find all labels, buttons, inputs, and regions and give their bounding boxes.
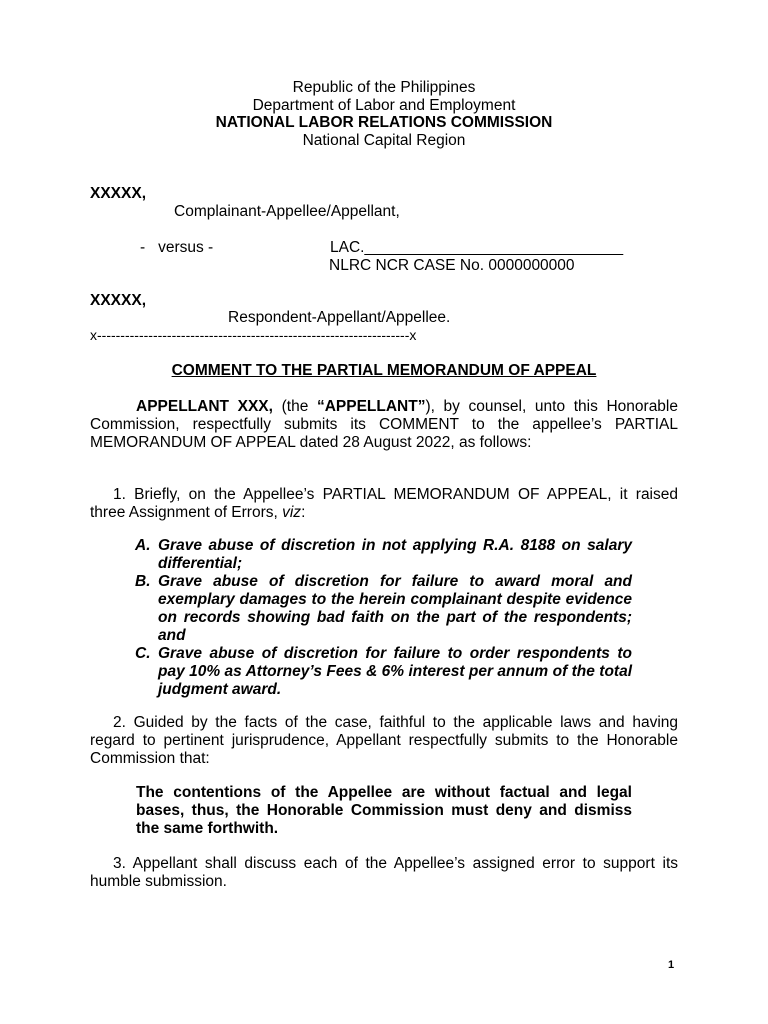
appellant-quote: “APPELLANT”: [316, 398, 426, 415]
paragraph-2: 2. Guided by the facts of the case, faithful to the applicable laws and having regard to pertinent jurisprudence, Appellant respectfully submits to the Honorable Commission that:: [90, 714, 678, 767]
respondent-name: XXXXX,: [90, 292, 146, 309]
error-item: [135, 537, 632, 573]
error-text: Grave abuse of discretion for failure to award moral and exemplary damages to the herein complainant despite evidence on records showing bad faith on the part of the respondents; and: [158, 573, 632, 644]
paragraph-1-colon: :: [301, 504, 306, 521]
viz-text: viz: [282, 504, 302, 521]
error-text: Grave abuse of discretion for failure to order respondents to pay 10% as Attorney’s Fees & 6% interest per annum of the total judgment award.: [158, 645, 632, 698]
intro-rest: ), by counsel, unto this Honorable Commission, respectfully submits its COMMENT to the appellee’s PARTIAL MEMORANDUM OF APPEAL dated 28 August 2022, as follows:: [90, 398, 678, 451]
paragraph-1: [90, 486, 678, 522]
complainant-name: XXXXX,: [90, 185, 146, 202]
respondent-role: Respondent-Appellant/Appellee.: [228, 309, 451, 326]
header-commission: NATIONAL LABOR RELATIONS COMMISSION: [215, 114, 553, 131]
document-title: COMMENT TO THE PARTIAL MEMORANDUM OF APPEAL: [171, 362, 597, 379]
appellant-name: APPELLANT XXX,: [136, 398, 273, 415]
assignment-of-errors: [135, 537, 632, 699]
paragraph-3: 3. Appellant shall discuss each of the Appellee’s assigned error to support its humble submission.: [90, 855, 678, 890]
header-republic: Republic of the Philippines: [292, 79, 476, 96]
error-item: [135, 645, 632, 699]
header-region: National Capital Region: [302, 132, 466, 149]
error-letter: A.: [135, 537, 151, 554]
error-item: [135, 573, 632, 645]
paragraph-1-text: 1. Briefly, on the Appellee’s PARTIAL MEMORANDUM OF APPEAL, it raised three Assignment of Errors,: [90, 486, 678, 521]
intro-the: (the: [272, 398, 317, 415]
caption-divider: x-------------------------------------------------------------------x: [90, 327, 417, 343]
error-letter: B.: [135, 573, 151, 590]
error-text: Grave abuse of discretion in not applying R.A. 8188 on salary differential;: [158, 537, 632, 572]
contention-statement: The contentions of the Appellee are without factual and legal bases, thus, the Honorable Commission must deny and dismiss the same forthwith.: [136, 784, 632, 837]
error-letter: C.: [135, 645, 151, 662]
versus-label: - versus -: [140, 239, 214, 256]
lac-number: LAC.______________________________: [330, 239, 624, 256]
page-number: 1: [668, 959, 675, 971]
complainant-role: Complainant-Appellee/Appellant,: [174, 203, 400, 220]
case-number: NLRC NCR CASE No. 0000000000: [329, 257, 575, 274]
header-department: Department of Labor and Employment: [252, 97, 516, 114]
intro-paragraph: [90, 398, 678, 452]
